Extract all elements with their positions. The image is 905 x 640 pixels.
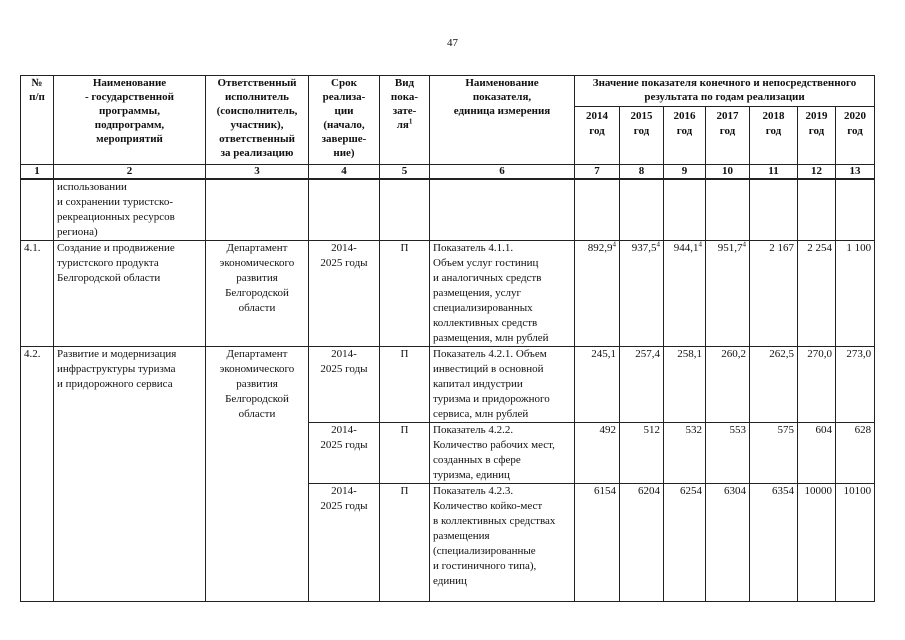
header-row-number: № п/п: [21, 76, 54, 165]
column-number: 9: [664, 165, 706, 180]
value-2014: 245,1: [575, 347, 620, 423]
value-2020: 10100: [836, 484, 875, 602]
row-indicator-type: П: [380, 347, 430, 423]
column-number: 4: [309, 165, 380, 180]
header-values-group: Значение показателя конечного и непосредственного результата по годам реализации: [575, 76, 875, 107]
header-year-2014: 2014 год: [575, 107, 620, 165]
value-2017-number: 951,7: [717, 242, 743, 254]
column-number: 5: [380, 165, 430, 180]
header-indicator-type-footnote: 1: [408, 117, 413, 126]
row-indicator-name: Показатель 4.2.2. Количество рабочих мест, созданных в сфере туризма, единиц: [430, 423, 575, 484]
row-number: 4.1.: [21, 241, 54, 347]
row-indicator-name: Показатель 4.2.3. Количество койко-мест в коллективных средствах размещения (специализированные и гостиничного типа), единиц: [430, 484, 575, 602]
value-2015: 6204: [620, 484, 664, 602]
value-2014: 6154: [575, 484, 620, 602]
column-number: 11: [750, 165, 798, 180]
value-2018: 262,5: [750, 347, 798, 423]
row-term: 2014- 2025 годы: [309, 241, 380, 347]
cell-empty: [750, 179, 798, 241]
row-name: Развитие и модернизация инфраструктуры туризма и придорожного сервиса: [54, 347, 206, 602]
value-2018: 6354: [750, 484, 798, 602]
header-year-2018: 2018 год: [750, 107, 798, 165]
column-number: 12: [798, 165, 836, 180]
value-2015: 257,4: [620, 347, 664, 423]
header-indicator-type-label: Вид пока- зате- ля: [390, 77, 419, 131]
value-2014-number: 892,9: [587, 242, 613, 254]
value-2019: 10000: [798, 484, 836, 602]
row-indicator-type: П: [380, 423, 430, 484]
header-year-2020: 2020 год: [836, 107, 875, 165]
value-footnote: 4: [742, 240, 746, 249]
header-program-name: Наименование - государственной программы, подпрограмм, мероприятий: [54, 76, 206, 165]
header-responsible: Ответственный исполнитель (соисполнитель, участник), ответственный за реализацию: [206, 76, 309, 165]
value-2014: 492: [575, 423, 620, 484]
column-number: 7: [575, 165, 620, 180]
value-2017: 260,2: [706, 347, 750, 423]
row-indicator-name: Показатель 4.1.1. Объем услуг гостиниц и аналогичных средств размещения, услуг специализированных коллективных средств размещения, млн рублей: [430, 241, 575, 347]
cell-empty: [575, 179, 620, 241]
value-footnote: 4: [698, 240, 702, 249]
row-indicator-type: П: [380, 484, 430, 602]
cell-empty: [706, 179, 750, 241]
cell-empty: [798, 179, 836, 241]
value-2016: 532: [664, 423, 706, 484]
value-2019: 270,0: [798, 347, 836, 423]
value-2020: 273,0: [836, 347, 875, 423]
header-year-2019: 2019 год: [798, 107, 836, 165]
value-footnote: 4: [656, 240, 660, 249]
value-2016: [664, 241, 706, 347]
value-footnote: 4: [612, 240, 616, 249]
column-number: 2: [54, 165, 206, 180]
value-2019: 2 254: [798, 241, 836, 347]
cell-empty: [206, 179, 309, 241]
cell-empty: [430, 179, 575, 241]
row-term: 2014- 2025 годы: [309, 347, 380, 423]
column-number: 13: [836, 165, 875, 180]
row-responsible: Департамент экономического развития Белгородской области: [206, 241, 309, 347]
header-year-2015: 2015 год: [620, 107, 664, 165]
value-2020: 1 100: [836, 241, 875, 347]
column-number: 10: [706, 165, 750, 180]
header-indicator-name: Наименование показателя, единица измерения: [430, 76, 575, 165]
value-2018: 575: [750, 423, 798, 484]
cell-empty: [664, 179, 706, 241]
value-2017: 553: [706, 423, 750, 484]
continuation-name: использовании и сохранении туристско- рекреационных ресурсов региона): [54, 179, 206, 241]
value-2018: 2 167: [750, 241, 798, 347]
table-row-4-1: [21, 241, 875, 347]
value-2016-number: 944,1: [673, 242, 699, 254]
header-term: Срок реализа- ции (начало, заверше- ние): [309, 76, 380, 165]
cell-empty: [380, 179, 430, 241]
value-2017: [706, 241, 750, 347]
value-2016: 258,1: [664, 347, 706, 423]
value-2015-number: 937,5: [631, 242, 657, 254]
value-2015: [620, 241, 664, 347]
value-2020: 628: [836, 423, 875, 484]
program-indicators-table: [20, 75, 875, 602]
table-row-continuation: [21, 179, 875, 241]
page-number: 47: [447, 37, 458, 49]
table-row-4-2-1: [21, 347, 875, 423]
value-2014: [575, 241, 620, 347]
header-year-2017: 2017 год: [706, 107, 750, 165]
column-number: 6: [430, 165, 575, 180]
column-number: 1: [21, 165, 54, 180]
row-indicator-name: Показатель 4.2.1. Объем инвестиций в основной капитал индустрии туризма и придорожного сервиса, млн рублей: [430, 347, 575, 423]
column-number: 3: [206, 165, 309, 180]
value-2016: 6254: [664, 484, 706, 602]
header-indicator-type: [380, 76, 430, 165]
cell-empty: [309, 179, 380, 241]
row-indicator-type: П: [380, 241, 430, 347]
column-number: 8: [620, 165, 664, 180]
cell-empty: [836, 179, 875, 241]
row-responsible: Департамент экономического развития Белгородской области: [206, 347, 309, 602]
table-body: [21, 179, 875, 602]
table-header: [21, 76, 875, 180]
cell-empty: [620, 179, 664, 241]
value-2019: 604: [798, 423, 836, 484]
value-2015: 512: [620, 423, 664, 484]
row-name: Создание и продвижение туристского продукта Белгородской области: [54, 241, 206, 347]
row-term: 2014- 2025 годы: [309, 423, 380, 484]
cell-empty: [21, 179, 54, 241]
row-term: 2014- 2025 годы: [309, 484, 380, 602]
value-2017: 6304: [706, 484, 750, 602]
row-number: 4.2.: [21, 347, 54, 602]
header-year-2016: 2016 год: [664, 107, 706, 165]
